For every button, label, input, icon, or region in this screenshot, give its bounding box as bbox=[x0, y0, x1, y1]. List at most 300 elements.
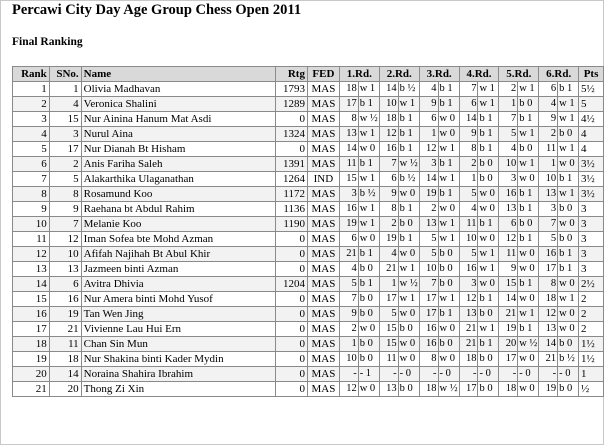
round-1-result-cell: w 1 bbox=[358, 202, 379, 217]
header-rank: Rank bbox=[13, 67, 50, 82]
round-4-result-cell: - 0 bbox=[478, 367, 499, 382]
round-2-opponent-cell: 18 bbox=[379, 112, 398, 127]
round-1-result-cell: w 1 bbox=[358, 82, 379, 97]
table-row bbox=[13, 187, 604, 202]
header-fed: FED bbox=[307, 67, 339, 82]
round-1-result-cell: - 1 bbox=[358, 367, 379, 382]
round-4-opponent-cell: 5 bbox=[459, 247, 478, 262]
round-1-result-cell: b 0 bbox=[358, 307, 379, 322]
round-6-result-cell: w 1 bbox=[558, 142, 579, 157]
round-6-opponent-cell: 10 bbox=[539, 172, 558, 187]
document-title: Percawi City Day Age Group Chess Open 2011 bbox=[12, 2, 302, 18]
table-header-row bbox=[13, 67, 604, 82]
round-2-opponent-cell: 5 bbox=[379, 307, 398, 322]
round-3-result-cell: w 1 bbox=[438, 292, 459, 307]
round-3-opponent-cell: 18 bbox=[419, 382, 438, 397]
round-4-opponent-cell: 18 bbox=[459, 352, 478, 367]
round-1-opponent-cell: 3 bbox=[339, 187, 358, 202]
name-cell: Olivia Madhavan bbox=[81, 82, 275, 97]
round-5-result-cell: w 1 bbox=[518, 157, 539, 172]
round-4-opponent-cell: - bbox=[459, 367, 478, 382]
round-6-result-cell: - 0 bbox=[558, 367, 579, 382]
round-1-opponent-cell: 6 bbox=[339, 232, 358, 247]
round-1-result-cell: w 1 bbox=[358, 217, 379, 232]
rank-cell: 15 bbox=[13, 292, 50, 307]
round-1-opponent-cell: 15 bbox=[339, 172, 358, 187]
round-2-result-cell: w 0 bbox=[398, 307, 419, 322]
round-4-opponent-cell: 7 bbox=[459, 82, 478, 97]
sno-cell: 20 bbox=[49, 382, 81, 397]
header-rtg: Rtg bbox=[276, 67, 308, 82]
round-6-result-cell: b 0 bbox=[558, 202, 579, 217]
round-3-opponent-cell: 5 bbox=[419, 232, 438, 247]
round-5-opponent-cell: 10 bbox=[499, 157, 518, 172]
round-3-result-cell: b 0 bbox=[438, 337, 459, 352]
round-2-result-cell: b ½ bbox=[398, 82, 419, 97]
federation-cell: MAS bbox=[307, 82, 339, 97]
federation-cell: MAS bbox=[307, 142, 339, 157]
round-5-result-cell: w 1 bbox=[518, 82, 539, 97]
rating-cell: 0 bbox=[276, 247, 308, 262]
round-4-opponent-cell: 10 bbox=[459, 232, 478, 247]
round-4-opponent-cell: 9 bbox=[459, 127, 478, 142]
rank-cell: 5 bbox=[13, 142, 50, 157]
points-cell: 1½ bbox=[579, 352, 604, 367]
round-2-opponent-cell: 9 bbox=[379, 187, 398, 202]
name-cell: Iman Sofea bte Mohd Azman bbox=[81, 232, 275, 247]
sno-cell: 4 bbox=[49, 97, 81, 112]
round-3-opponent-cell: 8 bbox=[419, 352, 438, 367]
rating-cell: 1264 bbox=[276, 172, 308, 187]
round-6-opponent-cell: 14 bbox=[539, 337, 558, 352]
rank-cell: 18 bbox=[13, 337, 50, 352]
sno-cell: 14 bbox=[49, 367, 81, 382]
points-cell: 1 bbox=[579, 367, 604, 382]
section-subtitle: Final Ranking bbox=[12, 36, 83, 48]
round-1-opponent-cell: 17 bbox=[339, 97, 358, 112]
round-1-result-cell: b 0 bbox=[358, 337, 379, 352]
round-3-opponent-cell: 10 bbox=[419, 262, 438, 277]
table-row bbox=[13, 292, 604, 307]
round-6-result-cell: w 1 bbox=[558, 97, 579, 112]
name-cell: Alakarthika Ulaganathan bbox=[81, 172, 275, 187]
points-cell: 3 bbox=[579, 217, 604, 232]
round-6-opponent-cell: 9 bbox=[539, 112, 558, 127]
federation-cell: MAS bbox=[307, 292, 339, 307]
federation-cell: MAS bbox=[307, 97, 339, 112]
federation-cell: MAS bbox=[307, 187, 339, 202]
round-2-opponent-cell: 16 bbox=[379, 142, 398, 157]
name-cell: Noraina Shahira Ibrahim bbox=[81, 367, 275, 382]
federation-cell: MAS bbox=[307, 232, 339, 247]
round-4-opponent-cell: 16 bbox=[459, 262, 478, 277]
round-5-opponent-cell: 7 bbox=[499, 112, 518, 127]
round-6-opponent-cell: 21 bbox=[539, 352, 558, 367]
round-4-opponent-cell: 21 bbox=[459, 322, 478, 337]
round-6-opponent-cell: 11 bbox=[539, 142, 558, 157]
sno-cell: 12 bbox=[49, 232, 81, 247]
round-2-result-cell: w 0 bbox=[398, 352, 419, 367]
rank-cell: 20 bbox=[13, 367, 50, 382]
round-5-result-cell: b 1 bbox=[518, 232, 539, 247]
round-3-result-cell: w 1 bbox=[438, 217, 459, 232]
rank-cell: 16 bbox=[13, 307, 50, 322]
round-5-opponent-cell: 3 bbox=[499, 172, 518, 187]
federation-cell: MAS bbox=[307, 337, 339, 352]
name-cell: Anis Fariha Saleh bbox=[81, 157, 275, 172]
header-round-4: 4.Rd. bbox=[459, 67, 499, 82]
round-2-opponent-cell: 7 bbox=[379, 157, 398, 172]
round-3-result-cell: w 0 bbox=[438, 202, 459, 217]
round-6-opponent-cell: 7 bbox=[539, 217, 558, 232]
round-1-result-cell: b 1 bbox=[358, 157, 379, 172]
name-cell: Nur Dianah Bt Hisham bbox=[81, 142, 275, 157]
points-cell: 4 bbox=[579, 142, 604, 157]
round-4-opponent-cell: 4 bbox=[459, 202, 478, 217]
round-5-opponent-cell: 14 bbox=[499, 292, 518, 307]
round-2-opponent-cell: 8 bbox=[379, 202, 398, 217]
round-1-opponent-cell: 5 bbox=[339, 277, 358, 292]
rating-cell: 0 bbox=[276, 142, 308, 157]
round-6-result-cell: w 0 bbox=[558, 277, 579, 292]
rank-cell: 4 bbox=[13, 127, 50, 142]
table-row bbox=[13, 352, 604, 367]
round-5-opponent-cell: 11 bbox=[499, 247, 518, 262]
points-cell: 3½ bbox=[579, 187, 604, 202]
round-6-opponent-cell: 8 bbox=[539, 277, 558, 292]
header-round-5: 5.Rd. bbox=[499, 67, 539, 82]
points-cell: 4 bbox=[579, 127, 604, 142]
points-cell: 3 bbox=[579, 232, 604, 247]
round-1-opponent-cell: 9 bbox=[339, 307, 358, 322]
round-1-opponent-cell: 4 bbox=[339, 262, 358, 277]
rank-cell: 10 bbox=[13, 217, 50, 232]
round-5-opponent-cell: 16 bbox=[499, 187, 518, 202]
round-1-opponent-cell: 7 bbox=[339, 292, 358, 307]
round-3-result-cell: - 0 bbox=[438, 367, 459, 382]
round-1-opponent-cell: 11 bbox=[339, 157, 358, 172]
ranking-table bbox=[12, 66, 604, 397]
name-cell: Vivienne Lau Hui Ern bbox=[81, 322, 275, 337]
federation-cell: MAS bbox=[307, 247, 339, 262]
rating-cell: 1190 bbox=[276, 217, 308, 232]
round-6-opponent-cell: 1 bbox=[539, 157, 558, 172]
round-2-result-cell: w ½ bbox=[398, 157, 419, 172]
rank-cell: 11 bbox=[13, 232, 50, 247]
round-4-result-cell: w 1 bbox=[478, 322, 499, 337]
round-6-result-cell: w 1 bbox=[558, 112, 579, 127]
points-cell: 2 bbox=[579, 292, 604, 307]
rank-cell: 14 bbox=[13, 277, 50, 292]
rating-cell: 0 bbox=[276, 262, 308, 277]
round-6-result-cell: b 0 bbox=[558, 337, 579, 352]
table-row bbox=[13, 97, 604, 112]
round-4-result-cell: b 1 bbox=[478, 292, 499, 307]
table-row bbox=[13, 262, 604, 277]
round-3-opponent-cell: - bbox=[419, 367, 438, 382]
points-cell: 4½ bbox=[579, 112, 604, 127]
sno-cell: 19 bbox=[49, 307, 81, 322]
rating-cell: 1793 bbox=[276, 82, 308, 97]
table-row bbox=[13, 127, 604, 142]
federation-cell: MAS bbox=[307, 127, 339, 142]
round-5-result-cell: w 0 bbox=[518, 247, 539, 262]
rating-cell: 1289 bbox=[276, 97, 308, 112]
round-2-result-cell: b ½ bbox=[398, 172, 419, 187]
round-4-opponent-cell: 8 bbox=[459, 142, 478, 157]
round-6-opponent-cell: 16 bbox=[539, 247, 558, 262]
round-2-result-cell: w 1 bbox=[398, 292, 419, 307]
rating-cell: 0 bbox=[276, 307, 308, 322]
points-cell: 2 bbox=[579, 307, 604, 322]
round-3-opponent-cell: 7 bbox=[419, 277, 438, 292]
round-3-opponent-cell: 9 bbox=[419, 97, 438, 112]
points-cell: 2 bbox=[579, 322, 604, 337]
rank-cell: 19 bbox=[13, 352, 50, 367]
round-1-opponent-cell: - bbox=[339, 367, 358, 382]
sno-cell: 18 bbox=[49, 352, 81, 367]
rating-cell: 0 bbox=[276, 292, 308, 307]
round-6-result-cell: w 1 bbox=[558, 292, 579, 307]
round-4-result-cell: b 0 bbox=[478, 172, 499, 187]
round-5-opponent-cell: 17 bbox=[499, 352, 518, 367]
round-5-opponent-cell: 6 bbox=[499, 217, 518, 232]
rating-cell: 1391 bbox=[276, 157, 308, 172]
round-5-opponent-cell: 9 bbox=[499, 262, 518, 277]
round-6-opponent-cell: 13 bbox=[539, 187, 558, 202]
round-4-result-cell: w 1 bbox=[478, 97, 499, 112]
rank-cell: 21 bbox=[13, 382, 50, 397]
round-4-result-cell: w 1 bbox=[478, 262, 499, 277]
name-cell: Avitra Dhivia bbox=[81, 277, 275, 292]
federation-cell: IND bbox=[307, 172, 339, 187]
round-5-opponent-cell: 5 bbox=[499, 127, 518, 142]
points-cell: 3 bbox=[579, 202, 604, 217]
name-cell: Jazmeen binti Azman bbox=[81, 262, 275, 277]
round-3-result-cell: w 1 bbox=[438, 142, 459, 157]
points-cell: ½ bbox=[579, 382, 604, 397]
table-row bbox=[13, 247, 604, 262]
round-5-result-cell: w 0 bbox=[518, 172, 539, 187]
round-3-result-cell: w 0 bbox=[438, 322, 459, 337]
round-3-result-cell: w 0 bbox=[438, 352, 459, 367]
round-2-result-cell: b 0 bbox=[398, 382, 419, 397]
round-4-result-cell: b 0 bbox=[478, 352, 499, 367]
table-row bbox=[13, 382, 604, 397]
round-2-result-cell: - 0 bbox=[398, 367, 419, 382]
round-4-result-cell: w 0 bbox=[478, 277, 499, 292]
rank-cell: 3 bbox=[13, 112, 50, 127]
round-3-result-cell: b 1 bbox=[438, 157, 459, 172]
table-row bbox=[13, 172, 604, 187]
points-cell: 3 bbox=[579, 262, 604, 277]
round-5-result-cell: b 1 bbox=[518, 277, 539, 292]
round-4-opponent-cell: 2 bbox=[459, 157, 478, 172]
round-1-result-cell: w 1 bbox=[358, 172, 379, 187]
round-1-opponent-cell: 10 bbox=[339, 352, 358, 367]
name-cell: Tan Wen Jing bbox=[81, 307, 275, 322]
round-2-result-cell: w 1 bbox=[398, 97, 419, 112]
round-3-result-cell: w ½ bbox=[438, 382, 459, 397]
rating-cell: 0 bbox=[276, 322, 308, 337]
round-6-result-cell: b 1 bbox=[558, 247, 579, 262]
round-4-result-cell: b 0 bbox=[478, 382, 499, 397]
header-round-3: 3.Rd. bbox=[419, 67, 459, 82]
round-4-result-cell: b 0 bbox=[478, 157, 499, 172]
name-cell: Melanie Koo bbox=[81, 217, 275, 232]
round-6-result-cell: w 0 bbox=[558, 307, 579, 322]
round-6-opponent-cell: 12 bbox=[539, 307, 558, 322]
round-5-result-cell: w ½ bbox=[518, 337, 539, 352]
round-5-opponent-cell: 13 bbox=[499, 202, 518, 217]
round-6-opponent-cell: 13 bbox=[539, 322, 558, 337]
name-cell: Nur Amera binti Mohd Yusof bbox=[81, 292, 275, 307]
round-3-opponent-cell: 4 bbox=[419, 82, 438, 97]
federation-cell: MAS bbox=[307, 382, 339, 397]
round-2-opponent-cell: 13 bbox=[379, 382, 398, 397]
round-2-result-cell: b 0 bbox=[398, 217, 419, 232]
round-3-opponent-cell: 19 bbox=[419, 187, 438, 202]
round-4-result-cell: b 1 bbox=[478, 217, 499, 232]
round-2-result-cell: w 0 bbox=[398, 187, 419, 202]
round-4-opponent-cell: 6 bbox=[459, 97, 478, 112]
round-1-opponent-cell: 14 bbox=[339, 142, 358, 157]
round-5-result-cell: w 1 bbox=[518, 307, 539, 322]
federation-cell: MAS bbox=[307, 322, 339, 337]
round-3-opponent-cell: 6 bbox=[419, 112, 438, 127]
round-2-opponent-cell: 1 bbox=[379, 277, 398, 292]
round-5-result-cell: w 1 bbox=[518, 127, 539, 142]
round-5-opponent-cell: 19 bbox=[499, 322, 518, 337]
round-3-result-cell: w 0 bbox=[438, 127, 459, 142]
round-6-result-cell: b 1 bbox=[558, 172, 579, 187]
round-5-result-cell: b 0 bbox=[518, 217, 539, 232]
sno-cell: 16 bbox=[49, 292, 81, 307]
round-3-opponent-cell: 12 bbox=[419, 142, 438, 157]
round-1-opponent-cell: 12 bbox=[339, 382, 358, 397]
header-round-2: 2.Rd. bbox=[379, 67, 419, 82]
sno-cell: 7 bbox=[49, 217, 81, 232]
round-6-result-cell: w 0 bbox=[558, 322, 579, 337]
round-2-result-cell: b 1 bbox=[398, 202, 419, 217]
header-round-6: 6.Rd. bbox=[539, 67, 579, 82]
round-5-result-cell: b 0 bbox=[518, 97, 539, 112]
sno-cell: 8 bbox=[49, 187, 81, 202]
round-1-result-cell: b 1 bbox=[358, 277, 379, 292]
round-4-result-cell: w 0 bbox=[478, 232, 499, 247]
round-2-result-cell: w 0 bbox=[398, 337, 419, 352]
table-row bbox=[13, 157, 604, 172]
round-1-result-cell: w 0 bbox=[358, 232, 379, 247]
round-3-opponent-cell: 14 bbox=[419, 172, 438, 187]
round-6-opponent-cell: 19 bbox=[539, 382, 558, 397]
sno-cell: 13 bbox=[49, 262, 81, 277]
table-row bbox=[13, 337, 604, 352]
federation-cell: MAS bbox=[307, 262, 339, 277]
rating-cell: 0 bbox=[276, 367, 308, 382]
round-5-result-cell: - 0 bbox=[518, 367, 539, 382]
rank-cell: 1 bbox=[13, 82, 50, 97]
round-6-result-cell: w 1 bbox=[558, 187, 579, 202]
round-2-result-cell: w ½ bbox=[398, 277, 419, 292]
round-2-opponent-cell: 2 bbox=[379, 217, 398, 232]
round-4-result-cell: b 1 bbox=[478, 112, 499, 127]
federation-cell: MAS bbox=[307, 307, 339, 322]
round-2-opponent-cell: 19 bbox=[379, 232, 398, 247]
round-1-opponent-cell: 19 bbox=[339, 217, 358, 232]
round-5-result-cell: b 1 bbox=[518, 187, 539, 202]
rank-cell: 13 bbox=[13, 262, 50, 277]
round-6-opponent-cell: 2 bbox=[539, 127, 558, 142]
round-5-result-cell: b 1 bbox=[518, 322, 539, 337]
round-3-result-cell: w 1 bbox=[438, 232, 459, 247]
rating-cell: 0 bbox=[276, 352, 308, 367]
round-5-result-cell: w 0 bbox=[518, 262, 539, 277]
table-row bbox=[13, 307, 604, 322]
round-3-opponent-cell: 5 bbox=[419, 247, 438, 262]
federation-cell: MAS bbox=[307, 157, 339, 172]
round-3-result-cell: b 1 bbox=[438, 97, 459, 112]
round-5-result-cell: w 0 bbox=[518, 292, 539, 307]
round-1-opponent-cell: 21 bbox=[339, 247, 358, 262]
name-cell: Veronica Shalini bbox=[81, 97, 275, 112]
name-cell: Afifah Najihah Bt Abul Khir bbox=[81, 247, 275, 262]
name-cell: Chan Sin Mun bbox=[81, 337, 275, 352]
name-cell: Nur Shakina binti Kader Mydin bbox=[81, 352, 275, 367]
round-3-opponent-cell: 16 bbox=[419, 322, 438, 337]
round-4-result-cell: w 1 bbox=[478, 82, 499, 97]
round-3-opponent-cell: 17 bbox=[419, 292, 438, 307]
round-1-result-cell: w 0 bbox=[358, 382, 379, 397]
sno-cell: 21 bbox=[49, 322, 81, 337]
round-5-opponent-cell: 15 bbox=[499, 277, 518, 292]
round-5-opponent-cell: 18 bbox=[499, 382, 518, 397]
sno-cell: 3 bbox=[49, 127, 81, 142]
round-4-result-cell: w 0 bbox=[478, 202, 499, 217]
round-6-opponent-cell: 6 bbox=[539, 82, 558, 97]
table-row bbox=[13, 82, 604, 97]
table-row bbox=[13, 142, 604, 157]
round-5-result-cell: w 0 bbox=[518, 352, 539, 367]
round-2-result-cell: w 0 bbox=[398, 247, 419, 262]
header-sno: SNo. bbox=[49, 67, 81, 82]
round-4-opponent-cell: 5 bbox=[459, 187, 478, 202]
round-5-opponent-cell: 20 bbox=[499, 337, 518, 352]
round-2-opponent-cell: 17 bbox=[379, 292, 398, 307]
round-6-result-cell: b 1 bbox=[558, 262, 579, 277]
round-3-result-cell: w 0 bbox=[438, 112, 459, 127]
round-5-opponent-cell: 12 bbox=[499, 232, 518, 247]
rank-cell: 17 bbox=[13, 322, 50, 337]
round-5-opponent-cell: - bbox=[499, 367, 518, 382]
sno-cell: 17 bbox=[49, 142, 81, 157]
points-cell: 1½ bbox=[579, 337, 604, 352]
federation-cell: MAS bbox=[307, 352, 339, 367]
round-5-result-cell: w 0 bbox=[518, 382, 539, 397]
round-5-opponent-cell: 1 bbox=[499, 97, 518, 112]
rating-cell: 0 bbox=[276, 337, 308, 352]
sno-cell: 6 bbox=[49, 277, 81, 292]
round-4-opponent-cell: 17 bbox=[459, 382, 478, 397]
rating-cell: 0 bbox=[276, 232, 308, 247]
round-6-opponent-cell: 18 bbox=[539, 292, 558, 307]
federation-cell: MAS bbox=[307, 367, 339, 382]
round-4-result-cell: b 1 bbox=[478, 337, 499, 352]
round-1-result-cell: b 0 bbox=[358, 292, 379, 307]
rating-cell: 1172 bbox=[276, 187, 308, 202]
round-3-result-cell: b 0 bbox=[438, 247, 459, 262]
round-1-result-cell: w 1 bbox=[358, 127, 379, 142]
